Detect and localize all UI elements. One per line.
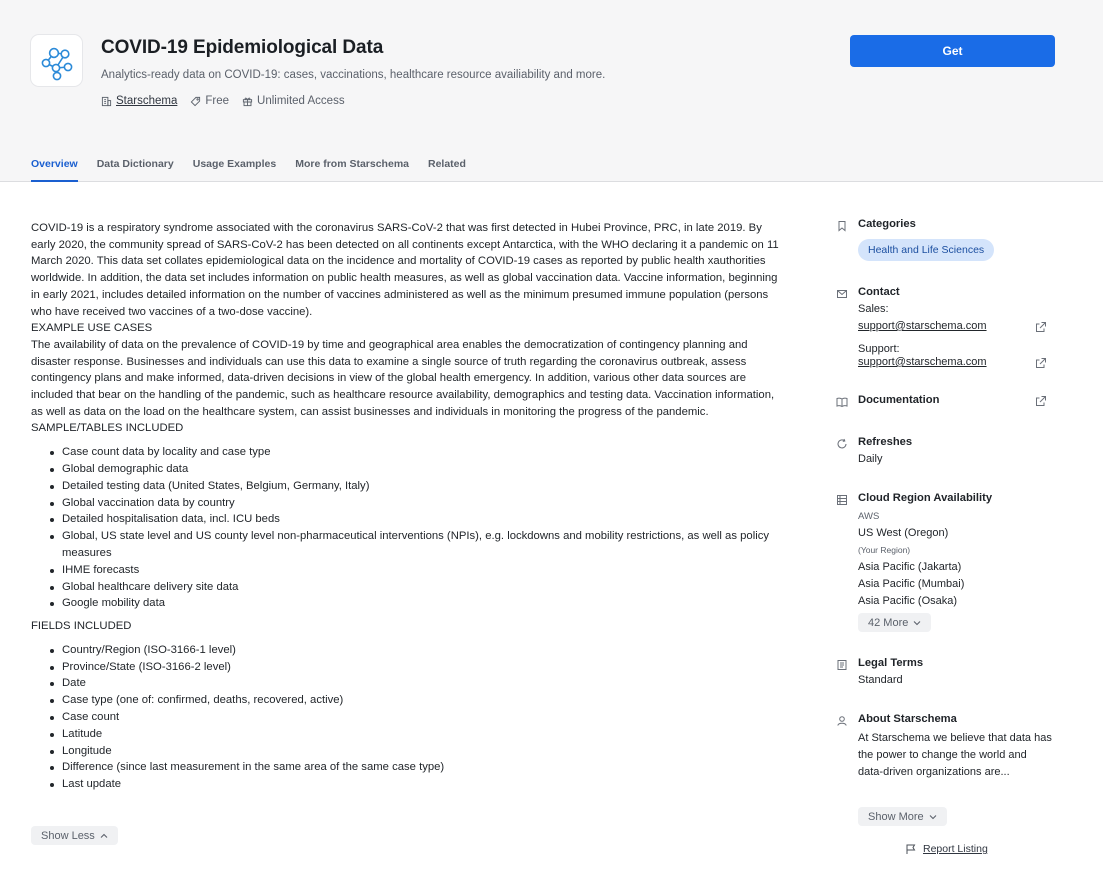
about-text: At Starschema we believe that data has the power to change the world and data-driven organizations are... (858, 732, 1052, 778)
listing-logo (31, 35, 82, 86)
access-item (242, 95, 345, 107)
server-list-icon (836, 494, 848, 506)
tables-list (31, 444, 783, 612)
list-item: Global demographic data (31, 461, 783, 478)
report-listing-link[interactable] (905, 843, 988, 855)
cloud-region-label: Cloud Region Availability (858, 492, 993, 504)
provider-link[interactable]: Starschema (116, 95, 178, 107)
listing-tabs (31, 158, 466, 182)
show-more-label: Show More (868, 810, 924, 823)
list-item: Case type (one of: confirmed, deaths, recovered, active) (31, 692, 783, 709)
overview-content (31, 220, 783, 799)
show-more-button[interactable] (858, 807, 947, 826)
bookmark-icon (836, 220, 848, 232)
listing-meta (101, 95, 345, 107)
list-item: Longitude (31, 743, 783, 760)
tab-data-dictionary[interactable]: Data Dictionary (96, 158, 174, 170)
list-item: Google mobility data (31, 595, 783, 612)
refreshes-value: Daily (858, 453, 883, 465)
fields-heading: FIELDS INCLUDED (31, 620, 132, 633)
list-item: IHME forecasts (31, 562, 783, 579)
list-item: Global, US state level and US county level non-pharmaceutical interventions (NPIs), e.g. lockdowns and mobility restrictions, as well as policy measures (31, 528, 783, 562)
tab-overview[interactable]: Overview (31, 158, 78, 182)
external-link-icon[interactable] (1035, 395, 1047, 407)
documentation-label: Documentation (858, 394, 940, 406)
get-button[interactable]: Get (850, 35, 1055, 67)
refreshes-label: Refreshes (858, 436, 913, 448)
use-cases-heading: EXAMPLE USE CASES (31, 322, 153, 335)
list-item: Case count data by locality and case type (31, 444, 783, 461)
tab-more-from-starschema[interactable]: More from Starschema (295, 158, 409, 170)
provider-item[interactable] (101, 95, 177, 107)
network-logo-icon (37, 41, 77, 81)
tab-usage-examples[interactable]: Usage Examples (192, 158, 277, 170)
overview-description: COVID-19 is a respiratory syndrome associated with the coronavirus SARS-CoV-2 that was first detected in Hubei Province, PRC, in late 2019. By early 2020, the community spread of SARS-CoV-2 has been detected on all continents except Antarctica, with the WHO declaring it a pandemic on 11 March 2020. This data set collates epidemiological data on the incidence and mortality of COVID-19 cases as reported by public health xauthorities worldwide. In addition, the data set includes information on public health measures, as well as global vaccination data. Vaccine information, beginning in early 2021, includes detailed information on the number of vaccines administered as well as the minimum presumed immune population (persons who have received two vaccines of a two-dose vaccine). (31, 222, 779, 318)
report-listing-label[interactable]: Report Listing (923, 843, 988, 855)
listing-title: COVID-19 Epidemiological Data (101, 37, 384, 58)
about-label: About Starschema (858, 713, 957, 725)
support-email-link[interactable]: support@starschema.com (858, 356, 987, 368)
person-icon (836, 715, 848, 727)
region-item: Asia Pacific (Osaka) (858, 595, 958, 607)
chevron-down-icon (929, 813, 937, 821)
external-link-icon[interactable] (1035, 321, 1047, 333)
list-item: Detailed testing data (United States, Belgium, Germany, Italy) (31, 478, 783, 495)
refresh-icon (836, 438, 848, 450)
external-link-icon[interactable] (1035, 357, 1047, 369)
support-label: Support: (858, 343, 900, 355)
your-region-note: (Your Region) (858, 545, 911, 555)
sales-label: Sales: (858, 303, 889, 315)
chevron-up-icon (100, 832, 108, 840)
list-item: Global vaccination data by country (31, 495, 783, 512)
building-icon (101, 96, 112, 107)
document-icon (836, 659, 848, 671)
contact-label: Contact (858, 286, 900, 298)
chevron-down-icon (913, 619, 921, 627)
mail-icon (836, 288, 848, 300)
flag-icon (905, 843, 917, 855)
sales-email-link[interactable]: support@starschema.com (858, 320, 987, 332)
more-regions-label: 42 More (868, 616, 909, 629)
region-item: Asia Pacific (Jakarta) (858, 561, 962, 573)
list-item: Country/Region (ISO-3166-1 level) (31, 642, 783, 659)
tab-related[interactable]: Related (428, 158, 466, 170)
book-icon (836, 396, 848, 408)
tag-icon (190, 96, 201, 107)
access-label: Unlimited Access (257, 95, 345, 107)
more-regions-button[interactable] (858, 613, 931, 632)
list-item: Date (31, 675, 783, 692)
listing-header (0, 0, 1103, 182)
legal-terms-label: Legal Terms (858, 657, 924, 669)
tables-heading: SAMPLE/TABLES INCLUDED (31, 422, 184, 435)
list-item: Latitude (31, 726, 783, 743)
region-item: US West (Oregon) (858, 527, 949, 539)
cloud-provider: AWS (858, 511, 880, 522)
listing-subtitle: Analytics-ready data on COVID-19: cases, vaccinations, healthcare resource availiability and more. (101, 69, 606, 81)
list-item: Province/State (ISO-3166-2 level) (31, 659, 783, 676)
list-item: Global healthcare delivery site data (31, 579, 783, 596)
price-item (190, 95, 229, 107)
use-cases-text: The availability of data on the prevalence of COVID-19 by time and geographical area enables the democratization of contingency planning and disaster response. Businesses and individuals can use this data to examine a single source of truth regarding the coronavirus outbreak, assess contingency plans and make informed, data-driven decisions in view of the global health emergency. In addition, various other data sources are included that bear on the handling of the pandemic, such as healthcare resource availability, demographics and testing data. Vaccination information, as well as data on the load on the healthcare system, can assist businesses and individuals in monitoring the progress of the pandemic. (31, 338, 775, 418)
price-label: Free (205, 95, 230, 107)
fields-list (31, 642, 783, 793)
list-item: Last update (31, 776, 783, 793)
region-item: Asia Pacific (Mumbai) (858, 578, 965, 590)
legal-terms-value: Standard (858, 674, 903, 686)
categories-label: Categories (858, 218, 916, 230)
list-item: Difference (since last measurement in the same area of the same case type) (31, 759, 783, 776)
gift-icon (242, 96, 253, 107)
show-less-label: Show Less (41, 829, 95, 842)
show-less-button[interactable] (31, 826, 118, 845)
list-item: Case count (31, 709, 783, 726)
category-badge[interactable]: Health and Life Sciences (858, 239, 994, 261)
list-item: Detailed hospitalisation data, incl. ICU beds (31, 511, 783, 528)
